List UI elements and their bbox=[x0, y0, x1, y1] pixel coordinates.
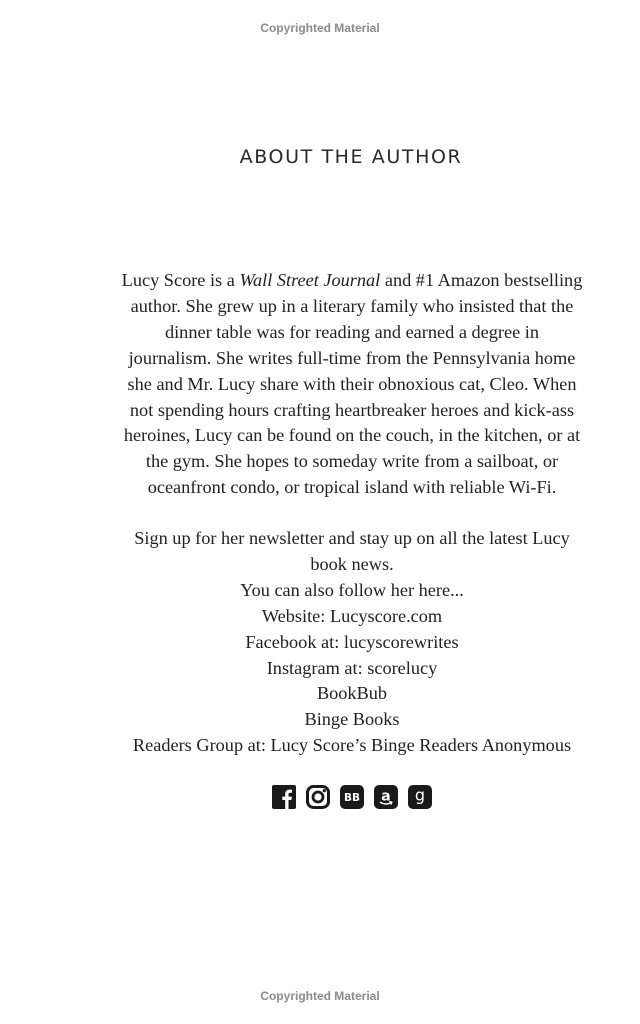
copyright-watermark-bottom: Copyrighted Material bbox=[260, 989, 380, 1003]
bookbub-icon[interactable] bbox=[340, 785, 364, 809]
author-bio bbox=[104, 268, 600, 501]
instagram-icon[interactable] bbox=[306, 785, 330, 809]
bio-line-7: heroines, Lucy can be found on the couch, in the kitchen, or at bbox=[123, 425, 581, 446]
svg-text:BB: BB bbox=[343, 792, 361, 805]
publication-title: Wall Street Journal bbox=[239, 270, 381, 290]
follow-section bbox=[80, 526, 624, 759]
bio-line-2: author. She grew up in a literary family who insisted that the bbox=[130, 295, 574, 316]
amazon-icon[interactable] bbox=[374, 785, 398, 809]
newsletter-line-1: Sign up for her newsletter and stay up on all the latest Lucy bbox=[134, 528, 570, 548]
readers-group-link[interactable]: Readers Group at: Lucy Score’s Binge Readers Anonymous bbox=[132, 735, 572, 756]
binge-books-link[interactable]: Binge Books bbox=[304, 709, 400, 730]
bio-line-6: not spending hours crafting heartbreaker heroes and kick-ass bbox=[129, 399, 575, 420]
bio-line-9: oceanfront condo, or tropical island with reliable Wi-Fi. bbox=[147, 477, 557, 498]
page-title: ABOUT THE AUTHOR bbox=[239, 146, 463, 168]
facebook-link[interactable]: Facebook at: lucyscorewrites bbox=[245, 631, 459, 652]
svg-text:a: a bbox=[381, 788, 391, 805]
bookbub-link[interactable]: BookBub bbox=[316, 683, 388, 704]
instagram-link[interactable]: Instagram at: scorelucy bbox=[266, 657, 438, 678]
svg-text:g: g bbox=[414, 785, 426, 805]
facebook-icon[interactable] bbox=[272, 785, 296, 809]
follow-intro: You can also follow her here... bbox=[240, 579, 464, 600]
social-icons-row bbox=[272, 785, 432, 809]
copyright-watermark-top: Copyrighted Material bbox=[260, 21, 380, 35]
bio-line-4: journalism. She writes full-time from the Pennsylvania home bbox=[128, 347, 576, 368]
bio-line-1: Lucy Score is a Wall Street Journal and #1 Amazon bestselling bbox=[121, 270, 583, 290]
bio-line-8: the gym. She hopes to someday write from a sailboat, or bbox=[145, 451, 559, 472]
newsletter-line-2: book news. bbox=[310, 553, 394, 574]
bio-line-3: dinner table was for reading and earned a degree in bbox=[164, 321, 540, 342]
goodreads-icon[interactable] bbox=[408, 785, 432, 809]
bio-line-5: she and Mr. Lucy share with their obnoxious cat, Cleo. When bbox=[127, 373, 577, 394]
website-link[interactable]: Website: Lucyscore.com bbox=[261, 605, 443, 626]
